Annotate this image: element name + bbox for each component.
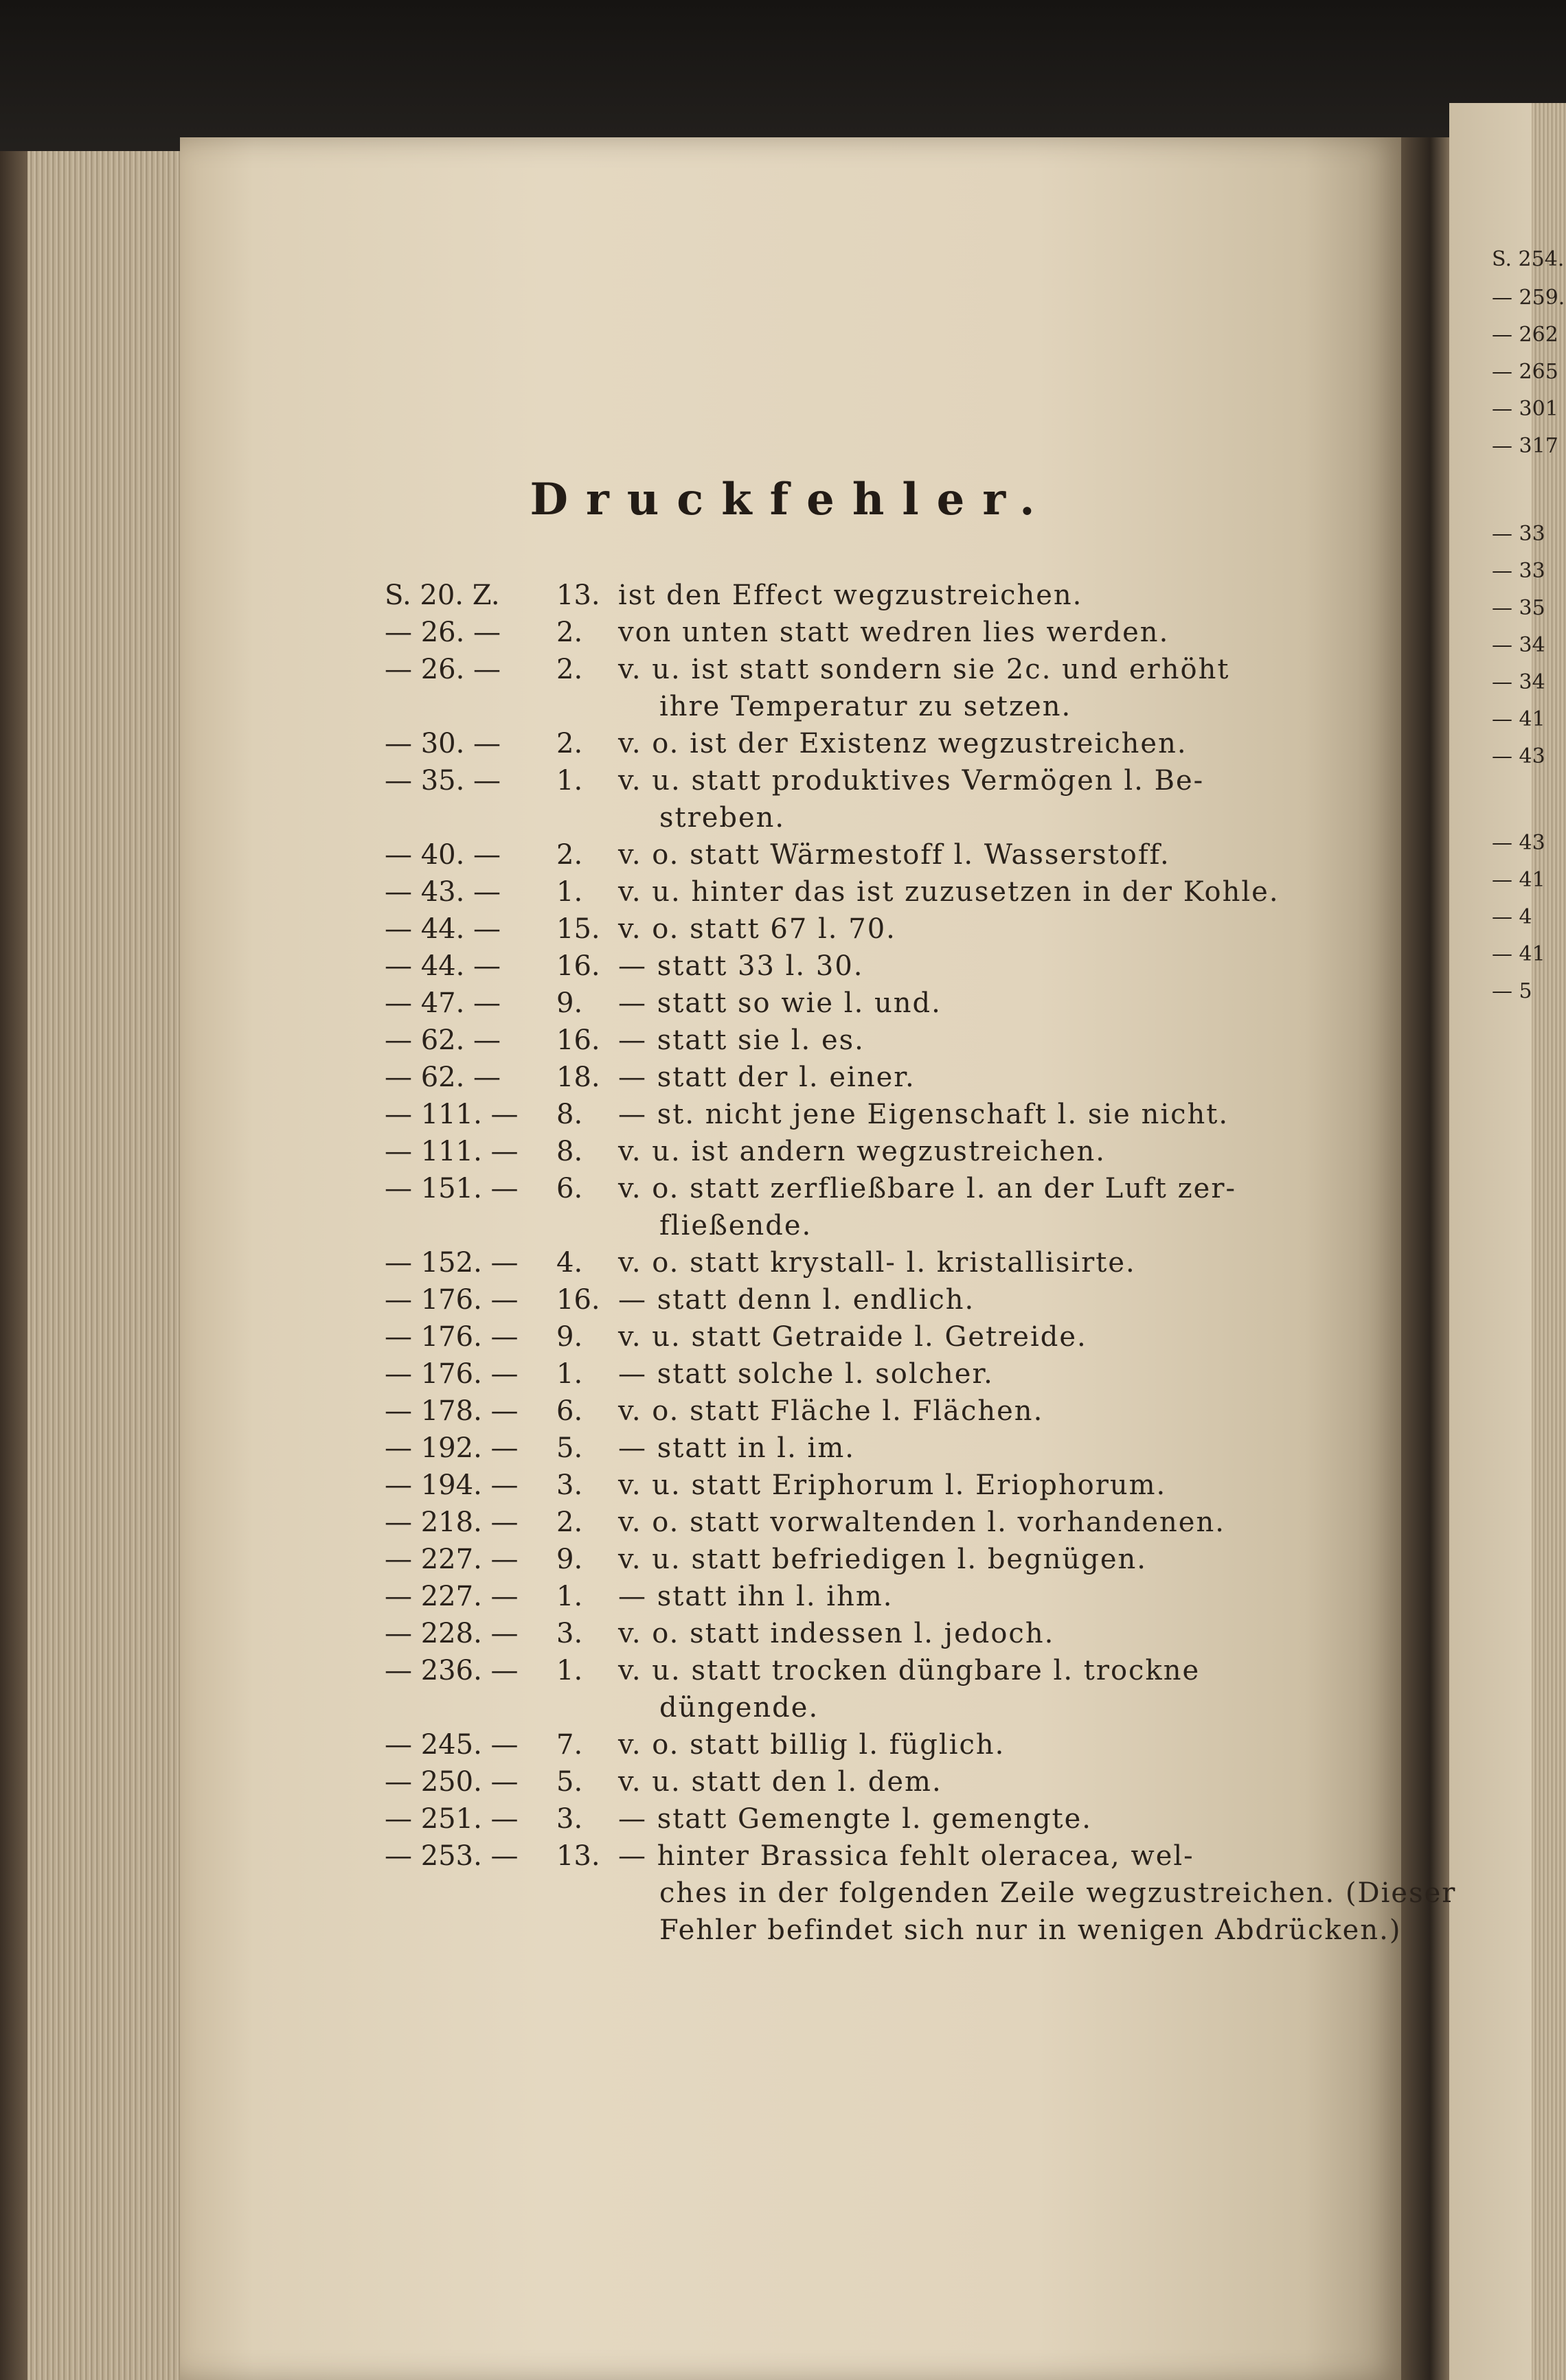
- errata-entry: [385, 577, 1360, 614]
- adjacent-page-reference: — 33: [1492, 559, 1545, 583]
- errata-entry: [385, 1467, 1360, 1504]
- page-reference: — 228. —: [385, 1618, 519, 1649]
- errata-continuation-line: [385, 1912, 1402, 1949]
- errata-line: [385, 1244, 1360, 1281]
- line-reference: 1.: [556, 1581, 583, 1612]
- line-reference: 1.: [556, 876, 583, 908]
- correction-text: v. u. ist statt sondern sie 2c. und erhöht: [618, 654, 1230, 685]
- line-reference: 4.: [556, 1247, 583, 1279]
- errata-line: [385, 911, 1360, 948]
- errata-line: [385, 1763, 1360, 1800]
- errata-entry: [385, 1281, 1360, 1318]
- page-reference: — 250. —: [385, 1766, 519, 1798]
- page-reference: — 26. —: [385, 617, 501, 648]
- errata-entry: [385, 948, 1360, 985]
- page-reference: — 111. —: [385, 1136, 519, 1167]
- correction-text: v. o. statt 67 l. 70.: [618, 913, 896, 945]
- correction-text: — statt der l. einer.: [618, 1062, 916, 1093]
- page-reference: — 227. —: [385, 1581, 519, 1612]
- errata-list: [385, 577, 1457, 1949]
- line-reference: 3.: [556, 1469, 583, 1501]
- errata-entry: [385, 836, 1360, 873]
- line-reference: 8.: [556, 1136, 583, 1167]
- errata-line: [385, 1726, 1360, 1763]
- line-reference: 5.: [556, 1432, 583, 1464]
- errata-entry: [385, 1170, 1360, 1244]
- correction-text: v. o. statt vorwaltenden l. vorhandenen.: [618, 1507, 1225, 1538]
- line-reference: 9.: [556, 987, 583, 1019]
- correction-text: Fehler befindet sich nur in wenigen Abdrücken.): [659, 1914, 1402, 1946]
- adjacent-page-reference: — 265: [1492, 360, 1558, 384]
- line-reference: 8.: [556, 1099, 583, 1130]
- errata-line: [385, 1467, 1360, 1504]
- correction-text: v. o. ist der Existenz wegzustreichen.: [618, 728, 1188, 759]
- adjacent-page-reference: — 35: [1492, 596, 1545, 620]
- errata-entry: [385, 1763, 1360, 1800]
- errata-line: [385, 1430, 1360, 1467]
- errata-line: [385, 1133, 1360, 1170]
- line-reference: 2.: [556, 617, 583, 648]
- errata-line: [385, 1355, 1360, 1393]
- errata-entry: [385, 762, 1360, 836]
- correction-text: — st. nicht jene Eigenschaft l. sie nicht.: [618, 1099, 1229, 1130]
- correction-text: — statt ihn l. ihm.: [618, 1581, 894, 1612]
- correction-text: ches in der folgenden Zeile wegzustreichen. (Dieser: [659, 1877, 1457, 1909]
- background-shadow: [0, 0, 1566, 158]
- page-reference: — 192. —: [385, 1432, 519, 1464]
- errata-line: [385, 1652, 1360, 1689]
- adjacent-page-reference: — 41: [1492, 868, 1545, 892]
- errata-line: [385, 1615, 1360, 1652]
- correction-text: — statt Gemengte l. gemengte.: [618, 1803, 1093, 1835]
- line-reference: 15.: [556, 913, 600, 945]
- line-reference: 5.: [556, 1766, 583, 1798]
- adjacent-page-reference: — 34: [1492, 633, 1545, 657]
- correction-text: v. o. statt Wärmestoff l. Wasserstoff.: [618, 839, 1170, 871]
- adjacent-page-reference: — 34: [1492, 670, 1545, 694]
- errata-line: [385, 651, 1360, 688]
- correction-text: — statt in l. im.: [618, 1432, 855, 1464]
- errata-line: [385, 614, 1360, 651]
- errata-line: [385, 1838, 1360, 1875]
- errata-line: [385, 1541, 1360, 1578]
- page-reference: — 43. —: [385, 876, 501, 908]
- line-reference: 13.: [556, 580, 600, 611]
- errata-continuation-line: [385, 799, 1360, 836]
- page-reference: — 40. —: [385, 839, 501, 871]
- correction-text: düngende.: [659, 1692, 819, 1724]
- line-reference: 16.: [556, 1025, 600, 1056]
- errata-entry: [385, 911, 1360, 948]
- correction-text: — statt so wie l. und.: [618, 987, 942, 1019]
- errata-entry: [385, 1838, 1457, 1949]
- errata-entry: [385, 1430, 1360, 1467]
- line-reference: 16.: [556, 1284, 600, 1316]
- correction-text: — statt sie l. es.: [618, 1025, 865, 1056]
- correction-text: v. u. statt Eriphorum l. Eriophorum.: [618, 1469, 1167, 1501]
- correction-text: ist den Effect wegzustreichen.: [618, 580, 1083, 611]
- correction-text: fließende.: [659, 1210, 813, 1242]
- adjacent-page-reference: — 301: [1492, 397, 1558, 421]
- errata-entry: [385, 1096, 1360, 1133]
- errata-line: [385, 1096, 1360, 1133]
- errata-line: [385, 1281, 1360, 1318]
- page-title: Druckfehler.: [530, 474, 1053, 525]
- correction-text: ihre Temperatur zu setzen.: [659, 691, 1072, 722]
- correction-text: — statt 33 l. 30.: [618, 950, 864, 982]
- page-reference: — 194. —: [385, 1469, 519, 1501]
- page-reference: — 47. —: [385, 987, 501, 1019]
- correction-text: v. o. statt indessen l. jedoch.: [618, 1618, 1055, 1649]
- line-reference: 6.: [556, 1395, 583, 1427]
- errata-entry: [385, 873, 1360, 911]
- errata-line: [385, 577, 1360, 614]
- correction-text: v. u. ist andern wegzustreichen.: [618, 1136, 1106, 1167]
- line-reference: 2.: [556, 728, 583, 759]
- errata-entry: [385, 1578, 1360, 1615]
- page-reference: — 227. —: [385, 1544, 519, 1575]
- correction-text: v. u. statt trocken düngbare l. trockne: [618, 1655, 1201, 1686]
- line-reference: 7.: [556, 1729, 583, 1761]
- page-reference: — 251. —: [385, 1803, 519, 1835]
- errata-line: [385, 1022, 1360, 1059]
- errata-entry: [385, 985, 1360, 1022]
- errata-entry: [385, 651, 1360, 725]
- adjacent-page-reference: — 43: [1492, 744, 1545, 768]
- correction-text: v. o. statt krystall- l. kristallisirte.: [618, 1247, 1136, 1279]
- errata-entry: [385, 1133, 1360, 1170]
- errata-entry: [385, 725, 1360, 762]
- correction-text: — statt denn l. endlich.: [618, 1284, 975, 1316]
- line-reference: 1.: [556, 765, 583, 797]
- line-reference: 2.: [556, 839, 583, 871]
- correction-text: — hinter Brassica fehlt oleracea, wel-: [618, 1840, 1194, 1872]
- errata-entry: [385, 1393, 1360, 1430]
- adjacent-page-reference: — 41: [1492, 942, 1545, 966]
- page-reference: — 152. —: [385, 1247, 519, 1279]
- line-reference: 18.: [556, 1062, 600, 1093]
- correction-text: v. o. statt zerfließbare l. an der Luft zer-: [618, 1173, 1236, 1204]
- book-gutter: [1401, 137, 1449, 2380]
- errata-line: [385, 1393, 1360, 1430]
- errata-entry: [385, 1022, 1360, 1059]
- correction-text: v. u. hinter das ist zuzusetzen in der Kohle.: [618, 876, 1280, 908]
- errata-line: [385, 762, 1360, 799]
- page-reference: — 176. —: [385, 1358, 519, 1390]
- line-reference: 9.: [556, 1544, 583, 1575]
- page-reference: S. 20. Z.: [385, 580, 500, 611]
- page-reference: — 26. —: [385, 654, 501, 685]
- errata-line: [385, 948, 1360, 985]
- line-reference: 2.: [556, 1507, 583, 1538]
- line-reference: 2.: [556, 654, 583, 685]
- page-reference: — 236. —: [385, 1655, 519, 1686]
- errata-entry: [385, 1504, 1360, 1541]
- correction-text: v. u. statt Getraide l. Getreide.: [618, 1321, 1087, 1353]
- line-reference: 13.: [556, 1840, 600, 1872]
- page-reference: — 44. —: [385, 913, 501, 945]
- errata-line: [385, 1800, 1360, 1838]
- page-reference: — 176. —: [385, 1284, 519, 1316]
- page-reference: — 35. —: [385, 765, 501, 797]
- line-reference: 16.: [556, 950, 600, 982]
- errata-entry: [385, 1244, 1360, 1281]
- page-reference: — 151. —: [385, 1173, 519, 1204]
- page-reference: — 62. —: [385, 1062, 501, 1093]
- adjacent-page-reference: — 5: [1492, 979, 1532, 1003]
- left-page-edges: [0, 151, 182, 2380]
- line-reference: 1.: [556, 1655, 583, 1686]
- page-reference: — 245. —: [385, 1729, 519, 1761]
- correction-text: von unten statt wedren lies werden.: [618, 617, 1170, 648]
- correction-text: v. o. statt Fläche l. Flächen.: [618, 1395, 1044, 1427]
- page-reference: — 111. —: [385, 1099, 519, 1130]
- errata-entry: [385, 1059, 1360, 1096]
- line-reference: 3.: [556, 1618, 583, 1649]
- errata-entry: [385, 1355, 1360, 1393]
- errata-entry: [385, 1652, 1360, 1726]
- errata-line: [385, 836, 1360, 873]
- errata-entry: [385, 1726, 1360, 1763]
- line-reference: 6.: [556, 1173, 583, 1204]
- adjacent-page-reference: — 4: [1492, 905, 1532, 929]
- errata-entry: [385, 614, 1360, 651]
- errata-continuation-line: [385, 1689, 1360, 1726]
- page-reference: — 30. —: [385, 728, 501, 759]
- page-reference: — 218. —: [385, 1507, 519, 1538]
- correction-text: v. u. statt produktives Vermögen l. Be-: [618, 765, 1205, 797]
- errata-line: [385, 1059, 1360, 1096]
- correction-text: v. u. statt befriedigen l. begnügen.: [618, 1544, 1147, 1575]
- correction-text: — statt solche l. solcher.: [618, 1358, 994, 1390]
- correction-text: streben.: [659, 802, 786, 834]
- correction-text: v. o. statt billig l. füglich.: [618, 1729, 1006, 1761]
- errata-line: [385, 873, 1360, 911]
- errata-line: [385, 1318, 1360, 1355]
- errata-entry: [385, 1800, 1360, 1838]
- errata-entry: [385, 1615, 1360, 1652]
- errata-continuation-line: [385, 1875, 1457, 1912]
- page-reference: — 44. —: [385, 950, 501, 982]
- adjacent-page-reference: — 262: [1492, 323, 1558, 347]
- correction-text: v. u. statt den l. dem.: [618, 1766, 942, 1798]
- page-reference: — 178. —: [385, 1395, 519, 1427]
- adjacent-page-reference: S. 254.: [1492, 247, 1565, 271]
- line-reference: 9.: [556, 1321, 583, 1353]
- adjacent-page-reference: — 33: [1492, 522, 1545, 546]
- errata-line: [385, 985, 1360, 1022]
- adjacent-page-reference: — 41: [1492, 707, 1545, 731]
- line-reference: 3.: [556, 1803, 583, 1835]
- adjacent-page-reference: — 43: [1492, 831, 1545, 855]
- page-reference: — 62. —: [385, 1025, 501, 1056]
- line-reference: 1.: [556, 1358, 583, 1390]
- errata-line: [385, 1578, 1360, 1615]
- errata-continuation-line: [385, 1207, 1360, 1244]
- errata-line: [385, 1504, 1360, 1541]
- errata-line: [385, 1170, 1360, 1207]
- errata-entry: [385, 1318, 1360, 1355]
- page-reference: — 253. —: [385, 1840, 519, 1872]
- errata-entry: [385, 1541, 1360, 1578]
- adjacent-page-reference: — 259.: [1492, 286, 1565, 310]
- errata-line: [385, 725, 1360, 762]
- page-reference: — 176. —: [385, 1321, 519, 1353]
- errata-continuation-line: [385, 688, 1360, 725]
- adjacent-page-reference: — 317: [1492, 434, 1558, 458]
